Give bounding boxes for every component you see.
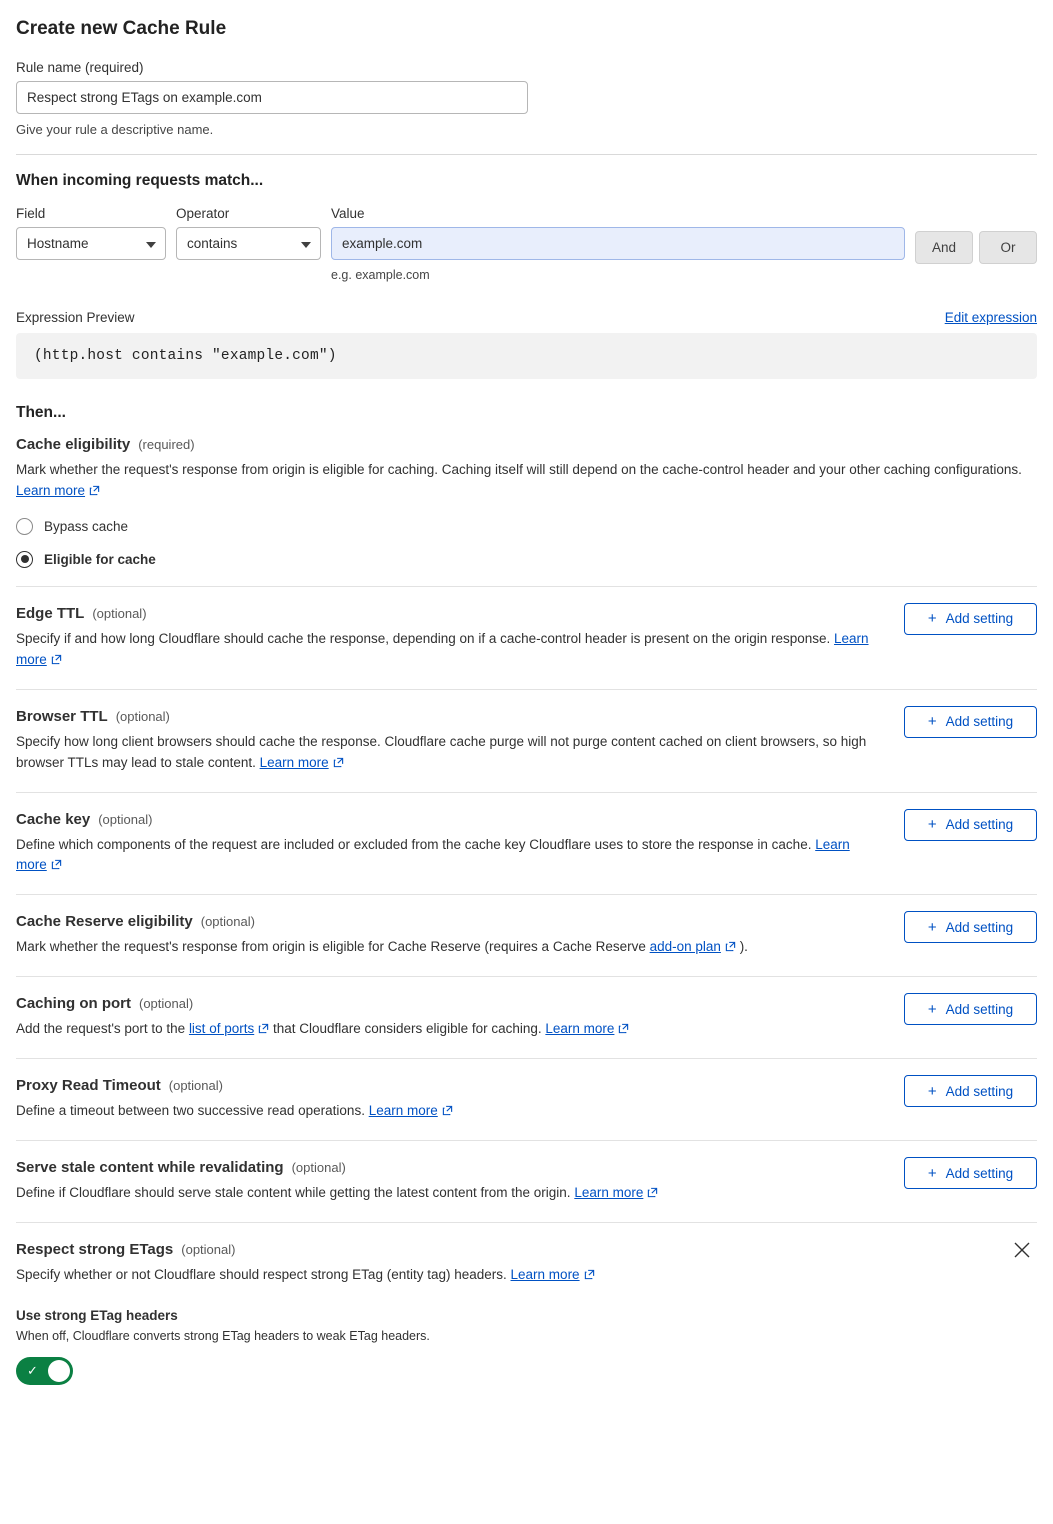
setting-respect-strong-etags-title: Respect strong ETags xyxy=(16,1241,174,1259)
expression-header xyxy=(16,310,1037,325)
external-link-icon xyxy=(442,1105,453,1116)
setting-edge-ttl xyxy=(16,587,1037,689)
setting-caching-on-port-desc-text: Add the request's port to the xyxy=(16,1021,189,1037)
setting-cache-reserve-desc-text: Mark whether the request's response from origin is eligible for Cache Reserve (requires a Cache Reserve xyxy=(16,939,650,955)
setting-cache-key-learn-more[interactable]: Learn more xyxy=(16,836,850,873)
rule-name-group xyxy=(16,60,1037,137)
setting-caching-on-port xyxy=(16,977,1037,1058)
plus-icon: + xyxy=(927,1000,937,1018)
setting-serve-stale xyxy=(16,1141,1037,1222)
divider-1 xyxy=(16,154,1037,155)
setting-cache-key-optional: (optional) xyxy=(98,811,153,827)
setting-proxy-read-timeout xyxy=(16,1059,1037,1140)
setting-caching-on-port-desc-text-2: that Cloudflare considers eligible for caching. xyxy=(269,1021,546,1037)
setting-proxy-read-timeout-head xyxy=(16,1077,1037,1094)
setting-cache-reserve xyxy=(16,895,1037,976)
setting-edge-ttl-optional: (optional) xyxy=(92,605,147,621)
add-setting-label: Add setting xyxy=(945,817,1014,833)
setting-proxy-read-timeout-desc-text: Define a timeout between two successive read operations. xyxy=(16,1103,369,1119)
chevron-down-icon xyxy=(146,242,156,248)
value-column xyxy=(331,206,905,282)
field-select-value: Hostname xyxy=(27,236,89,251)
setting-respect-strong-etags-desc-text: Specify whether or not Cloudflare should respect strong ETag (entity tag) headers. xyxy=(16,1267,511,1283)
setting-browser-ttl-learn-more[interactable]: Learn more xyxy=(259,754,329,770)
remove-setting-icon[interactable] xyxy=(1011,1239,1033,1261)
setting-cache-key-desc-text: Define which components of the request are included or excluded from the cache key Cloudflare uses to store the response in cache. xyxy=(16,836,816,852)
setting-serve-stale-title: Serve stale content while revalidating xyxy=(16,1159,284,1177)
plus-icon: + xyxy=(927,816,937,834)
or-button[interactable]: Or xyxy=(979,231,1037,264)
radio-eligible-for-cache-icon[interactable] xyxy=(16,551,33,568)
setting-serve-stale-head xyxy=(16,1159,1037,1176)
setting-respect-strong-etags-head xyxy=(16,1241,1037,1258)
add-setting-button-cache-key[interactable] xyxy=(904,809,1037,841)
setting-caching-on-port-head xyxy=(16,995,1037,1012)
add-setting-label: Add setting xyxy=(945,1165,1014,1181)
cache-eligibility-title: Cache eligibility xyxy=(16,436,131,453)
setting-cache-key xyxy=(16,793,1037,895)
setting-caching-on-port-learn-more[interactable]: Learn more xyxy=(545,1021,615,1037)
external-link-icon xyxy=(725,941,736,952)
cache-eligibility-block xyxy=(16,422,1037,586)
plus-icon: + xyxy=(927,1082,937,1100)
setting-respect-strong-etags-desc xyxy=(16,1265,916,1286)
value-label: Value xyxy=(331,206,365,221)
setting-respect-strong-etags-learn-more[interactable]: Learn more xyxy=(510,1267,580,1283)
cache-eligibility-required: (required) xyxy=(138,437,195,452)
operator-column xyxy=(176,206,321,260)
radio-bypass-cache-icon[interactable] xyxy=(16,518,33,535)
setting-cache-key-desc xyxy=(16,835,876,877)
operator-select-value: contains xyxy=(187,236,238,251)
radio-eligible-for-cache[interactable] xyxy=(16,551,1037,568)
expression-preview-label: Expression Preview xyxy=(16,310,135,325)
match-section-title: When incoming requests match... xyxy=(16,172,264,189)
and-or-group xyxy=(915,231,1037,264)
add-setting-button-proxy-read-timeout[interactable] xyxy=(904,1075,1037,1107)
setting-serve-stale-optional: (optional) xyxy=(291,1160,346,1176)
cache-eligibility-desc xyxy=(16,460,1036,502)
and-button[interactable]: And xyxy=(915,231,973,264)
setting-serve-stale-desc-text: Define if Cloudflare should serve stale content while getting the latest content from the origin. xyxy=(16,1185,575,1201)
setting-edge-ttl-desc xyxy=(16,629,876,671)
list-of-ports-link[interactable]: list of ports xyxy=(188,1021,255,1037)
plus-icon: + xyxy=(927,713,937,731)
external-link-icon xyxy=(618,1023,629,1034)
plus-icon: + xyxy=(927,610,937,628)
operator-select[interactable] xyxy=(176,227,321,260)
add-setting-button-edge-ttl[interactable] xyxy=(904,603,1037,635)
setting-edge-ttl-head xyxy=(16,605,1037,622)
setting-cache-key-title: Cache key xyxy=(16,810,91,828)
setting-proxy-read-timeout-learn-more[interactable]: Learn more xyxy=(368,1103,438,1119)
external-link-icon xyxy=(584,1269,595,1280)
rule-name-label: Rule name (required) xyxy=(16,60,144,75)
cache-eligibility-desc-text: Mark whether the request's response from origin is eligible for caching. Caching itself will still depend on the cache-control header and your other caching configurations. xyxy=(16,462,1022,477)
field-select[interactable] xyxy=(16,227,166,260)
add-setting-label: Add setting xyxy=(945,611,1014,627)
chevron-down-icon xyxy=(301,242,311,248)
add-setting-button-caching-on-port[interactable] xyxy=(904,993,1037,1025)
setting-respect-strong-etags-optional: (optional) xyxy=(181,1242,236,1258)
setting-browser-ttl xyxy=(16,690,1037,792)
add-setting-label: Add setting xyxy=(945,714,1014,730)
setting-browser-ttl-head xyxy=(16,708,1037,725)
setting-caching-on-port-desc xyxy=(16,1019,876,1040)
add-setting-label: Add setting xyxy=(945,1001,1014,1017)
add-setting-button-serve-stale[interactable] xyxy=(904,1157,1037,1189)
add-on-plan-link[interactable]: add-on plan xyxy=(649,939,721,955)
use-strong-etag-headers-toggle[interactable] xyxy=(16,1357,73,1385)
use-strong-etag-headers-label: Use strong ETag headers xyxy=(16,1307,178,1323)
setting-proxy-read-timeout-optional: (optional) xyxy=(168,1078,223,1094)
match-row xyxy=(16,206,1037,282)
cache-eligibility-head xyxy=(16,436,1037,453)
toggle-knob xyxy=(48,1360,70,1382)
setting-cache-reserve-desc xyxy=(16,937,876,958)
add-setting-label: Add setting xyxy=(945,919,1014,935)
setting-respect-strong-etags xyxy=(16,1223,1037,1403)
setting-edge-ttl-title: Edge TTL xyxy=(16,604,85,622)
expression-preview-box: (http.host contains "example.com") xyxy=(16,333,1037,379)
radio-bypass-cache-label: Bypass cache xyxy=(44,518,129,534)
setting-edge-ttl-desc-text: Specify if and how long Cloudflare should cache the response, depending on if a cache-control header is present on the origin response. xyxy=(16,630,835,646)
add-setting-button-browser-ttl[interactable] xyxy=(904,706,1037,738)
radio-bypass-cache[interactable] xyxy=(16,518,1037,535)
use-strong-etag-headers-desc: When off, Cloudflare converts strong ETag headers to weak ETag headers. xyxy=(16,1328,430,1343)
page-title: Create new Cache Rule xyxy=(16,18,227,39)
setting-cache-reserve-head xyxy=(16,913,1037,930)
value-hint: e.g. example.com xyxy=(331,268,430,282)
field-column xyxy=(16,206,166,260)
external-link-icon xyxy=(258,1023,269,1034)
rule-name-input[interactable] xyxy=(16,81,528,114)
external-link-icon xyxy=(89,485,100,496)
setting-cache-reserve-desc-text-2: ). xyxy=(735,939,748,955)
edit-expression-link[interactable]: Edit expression xyxy=(944,310,1037,325)
setting-cache-reserve-optional: (optional) xyxy=(200,914,255,930)
cache-eligibility-learn-more[interactable]: Learn more xyxy=(16,482,86,498)
value-input[interactable] xyxy=(331,227,905,260)
check-icon: ✓ xyxy=(27,1362,38,1378)
radio-eligible-for-cache-label: Eligible for cache xyxy=(44,551,156,567)
setting-cache-reserve-title: Cache Reserve eligibility xyxy=(16,913,193,931)
plus-icon: + xyxy=(927,918,937,936)
operator-label: Operator xyxy=(176,206,230,221)
external-link-icon xyxy=(51,654,62,665)
setting-proxy-read-timeout-desc xyxy=(16,1101,876,1122)
field-label: Field xyxy=(16,206,46,221)
setting-caching-on-port-optional: (optional) xyxy=(139,996,194,1012)
setting-browser-ttl-title: Browser TTL xyxy=(16,707,108,725)
then-title: Then... xyxy=(16,404,66,421)
setting-serve-stale-desc xyxy=(16,1183,876,1204)
setting-browser-ttl-desc-text: Specify how long client browsers should cache the response. Cloudflare cache purge will not purge content cached on client browsers, so high browser TTLs may lead to stale content. xyxy=(16,733,867,770)
rule-name-help: Give your rule a descriptive name. xyxy=(16,122,214,137)
external-link-icon xyxy=(51,859,62,870)
setting-cache-key-head xyxy=(16,811,1037,828)
external-link-icon xyxy=(333,757,344,768)
add-setting-label: Add setting xyxy=(945,1083,1014,1099)
external-link-icon xyxy=(647,1187,658,1198)
setting-proxy-read-timeout-title: Proxy Read Timeout xyxy=(16,1077,161,1095)
setting-edge-ttl-learn-more[interactable]: Learn more xyxy=(16,630,869,667)
setting-browser-ttl-optional: (optional) xyxy=(115,708,170,724)
plus-icon: + xyxy=(927,1164,937,1182)
setting-serve-stale-learn-more[interactable]: Learn more xyxy=(574,1185,644,1201)
setting-browser-ttl-desc xyxy=(16,732,876,774)
add-setting-button-cache-reserve[interactable] xyxy=(904,911,1037,943)
setting-caching-on-port-title: Caching on port xyxy=(16,995,131,1013)
